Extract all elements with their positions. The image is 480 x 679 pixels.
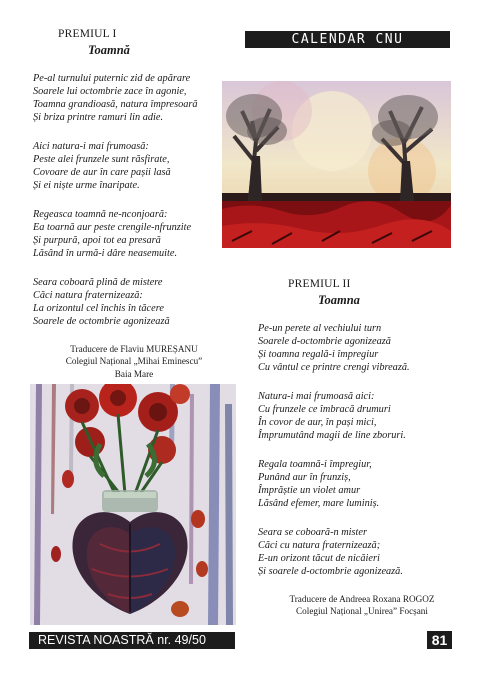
right-prize-label: PREMIUL II — [288, 278, 351, 290]
poem-line: Și toamna regală-i împregiur — [258, 349, 379, 361]
poem-line: Soarele de octombrie agonizează — [33, 316, 170, 328]
right-stanza-2 — [258, 390, 406, 442]
right-poem-title: Toamna — [318, 293, 360, 307]
poem-line: La orizontul cel închis în tăcere — [33, 303, 164, 315]
poem-line: Împrăștie un violet amur — [258, 485, 361, 497]
poem-line: Cu frunzele ce îmbracă drumuri — [258, 404, 391, 416]
poem-line: Pe-un perete al vechiului turn — [258, 323, 382, 334]
page-number: 81 — [427, 631, 452, 649]
poem-line: Aici natura-i mai frumoasă: — [33, 141, 149, 152]
poem-line: Lăsând în urmă-i dâre neasemuite. — [33, 248, 178, 260]
right-credit — [250, 593, 474, 618]
poem-line: Toamna grandioasă, natura împresoară — [33, 99, 198, 111]
poem-line: Ea toarnă aur peste crengile-nfrunzite — [33, 222, 192, 234]
right-stanza-3 — [258, 458, 379, 510]
poem-line: Căci natura fraternizează: — [33, 290, 143, 302]
calendar-banner: CALENDAR CNU — [245, 31, 450, 48]
left-credit — [0, 343, 268, 380]
poem-line: Covoare de aur în care pașii lasă — [33, 167, 171, 179]
poem-line: Și ei niște urme înaripate. — [33, 180, 140, 192]
translator-name: Traducere de Flaviu MUREȘANU — [70, 344, 198, 354]
poem-line: Regeasca toamnă ne-nconjoară: — [33, 209, 168, 220]
poem-line: Împrumutând magii de line zboruri. — [258, 430, 406, 442]
trees-painting — [222, 81, 451, 248]
left-poem-title: Toamnă — [88, 43, 130, 57]
left-prize-label: PREMIUL I — [58, 28, 117, 40]
poem-line: Și soarele d-octombrie agonizează. — [258, 566, 403, 578]
poem-line: În covor de aur, în pași mici, — [258, 417, 377, 429]
poem-line: Lăsând efemer, mare luminiș. — [258, 498, 380, 510]
poem-line: Natura-i mai frumoasă aici: — [258, 391, 375, 402]
city-name: Baia Mare — [114, 368, 154, 379]
poem-line: Soarele lui octombrie zace în agonie, — [33, 86, 187, 98]
poem-line: Și purpură, apoi tot ea presară — [33, 235, 161, 247]
right-stanza-1 — [258, 322, 410, 374]
magazine-footer: REVISTA NOASTRĂ nr. 49/50 — [29, 632, 235, 649]
poem-line: Seara se coboară-n mister — [258, 527, 367, 538]
right-stanza-4 — [258, 526, 403, 578]
poem-line: Cu vântul ce printre crengi vibrează. — [258, 362, 410, 374]
poem-line: Punând aur în frunziș, — [258, 472, 351, 484]
poem-line: Căci cu natura fraternizează; — [258, 540, 381, 552]
poem-line: Peste alei frunzele sunt răsfirate, — [33, 154, 170, 166]
poem-line: Pe-al turnului puternic zid de apărare — [33, 73, 191, 84]
poem-line: Soarele d-octombrie agonizează — [258, 336, 391, 348]
left-stanza-2 — [33, 140, 171, 192]
left-stanza-4 — [33, 276, 170, 328]
poem-line: E-un orizont tăcut de nicăieri — [258, 553, 380, 565]
poem-line: Regala toamnă-i împregiur, — [258, 459, 372, 470]
heart-painting — [30, 384, 236, 625]
school-name: Colegiul Național „Unirea” Focșani — [296, 606, 428, 617]
poem-line: Și briza printre ramuri lin adie. — [33, 112, 164, 124]
left-stanza-1 — [33, 72, 198, 124]
translator-name: Traducere de Andreea Roxana ROGOZ — [289, 594, 435, 604]
school-name: Colegiul Național „Mihai Eminescu” — [65, 356, 203, 367]
left-stanza-3 — [33, 208, 191, 260]
poem-line: Seara coboară plină de mistere — [33, 277, 163, 288]
